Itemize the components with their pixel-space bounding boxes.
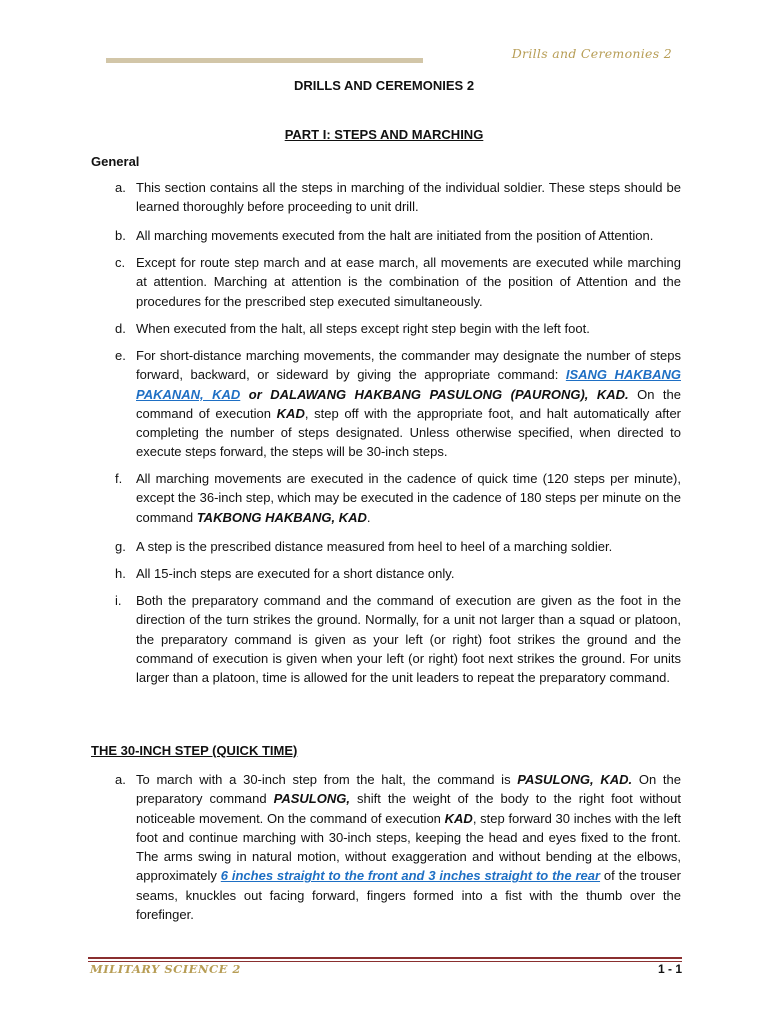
text-run: To march with a 30-inch step from the halt, the command is — [136, 772, 518, 787]
item-letter: b. — [115, 228, 126, 243]
item-letter: i. — [115, 593, 122, 608]
item-text — [136, 346, 681, 462]
running-header-title: Drills and Ceremonies 2 — [511, 46, 672, 61]
item-text: Except for route step march and at ease march, all movements are executed while marching at attention. Marching at attention is the combination of the position of Attention and the procedures for the prescribed step executed simultaneously. — [136, 255, 681, 309]
list-item-general-c — [91, 253, 681, 311]
list-item-general-g — [91, 537, 681, 556]
text-run: . — [366, 509, 371, 525]
command-pasulong: PASULONG, — [273, 791, 350, 807]
command-kad: KAD — [444, 810, 473, 826]
command-link-isang-hakbang[interactable]: ISANG HAKBANG PAKANAN, KAD — [136, 367, 681, 402]
list-item-general-a — [91, 178, 681, 217]
item-letter: a. — [115, 772, 126, 787]
item-text: When executed from the halt, all steps except right step begin with the left foot. — [136, 321, 590, 336]
section-heading-30-inch-step: THE 30-INCH STEP (QUICK TIME) — [91, 743, 298, 758]
arm-swing-link[interactable]: 6 inches straight to the front and 3 inches straight to the rear — [220, 868, 601, 884]
list-item-30-inch-a — [91, 770, 681, 924]
list-item-general-b — [91, 226, 681, 245]
item-letter: a. — [115, 180, 126, 195]
item-letter: f. — [115, 471, 123, 486]
item-text: All marching movements executed from the halt are initiated from the position of Attention. — [136, 228, 654, 243]
list-item-general-i — [91, 591, 681, 687]
part-title: PART I: STEPS AND MARCHING — [284, 127, 484, 142]
list-item-general-f — [91, 469, 681, 527]
text-run: of the trouser seams, knuckles out facing forward, fingers formed into a fist with the thumb over the forefinger. — [136, 868, 681, 923]
page-number: 1 - 1 — [657, 962, 682, 976]
item-letter: h. — [115, 566, 126, 581]
text-run: On the command of execution — [136, 386, 681, 421]
item-letter: d. — [115, 321, 126, 336]
list-item-general-h — [91, 564, 681, 583]
item-text: A step is the prescribed distance measured from heel to heel of a marching soldier. — [136, 539, 613, 554]
item-text: All 15-inch steps are executed for a short distance only. — [136, 566, 455, 581]
text-run: shift the weight of the body to the right foot without noticeable movement. On the command of execution — [136, 791, 681, 826]
footer-course-title: MILITARY SCIENCE 2 — [90, 962, 241, 976]
item-text: This section contains all the steps in marching of the individual soldier. These steps should be learned thoroughly before proceeding to unit drill. — [136, 180, 681, 215]
text-run: For short-distance marching movements, the commander may designate the number of steps forward, backward, or sideward by giving the appropriate command: — [136, 348, 681, 383]
text-run: , step forward 30 inches with the left foot and continue marching with 30-inch steps, keeping the head and eyes fixed to the front. The arms swing in natural motion, without exaggeration and without bending at the elbows, approximately — [136, 810, 681, 884]
item-text — [136, 770, 681, 924]
item-letter: e. — [115, 348, 126, 363]
text-run: On the preparatory command — [136, 772, 681, 807]
header-decorative-bar — [106, 58, 423, 63]
command-text: or DALAWANG HAKBANG PASULONG (PAURONG), KAD. — [240, 386, 629, 402]
command-pasulong-kad: PASULONG, KAD. — [517, 772, 633, 787]
document-title: DRILLS AND CEREMONIES 2 — [293, 78, 475, 93]
command-takbong-hakbang: TAKBONG HAKBANG, KAD — [196, 509, 367, 525]
list-item-general-e — [91, 346, 681, 462]
footer-rule — [88, 957, 682, 959]
item-text: Both the preparatory command and the command of execution are given as the foot in the direction of the turn strikes the ground. Normally, for a unit not larger than a squad or platoon, the preparatory command is given as your left (or right) foot strikes the ground and the command of execution is given when your left (or right) foot next strikes the ground. For units larger than a platoon, time is allowed for the unit leaders to repeat the preparatory command. — [136, 593, 681, 686]
section-heading-general: General — [91, 154, 140, 169]
item-text — [136, 469, 681, 527]
text-run: All marching movements are executed in the cadence of quick time (120 steps per minute), except the 36-inch step, which may be executed in the cadence of 180 steps per minute on the command — [136, 471, 681, 525]
text-run: , step off with the appropriate foot, and halt automatically after completing the number of steps designated. Unless otherwise specified, when directed to execute steps forward, the steps will be 30-inch steps. — [136, 405, 682, 460]
item-letter: g. — [115, 539, 126, 554]
item-letter: c. — [115, 255, 126, 270]
list-item-general-d — [91, 319, 681, 338]
command-kad: KAD — [276, 405, 305, 421]
